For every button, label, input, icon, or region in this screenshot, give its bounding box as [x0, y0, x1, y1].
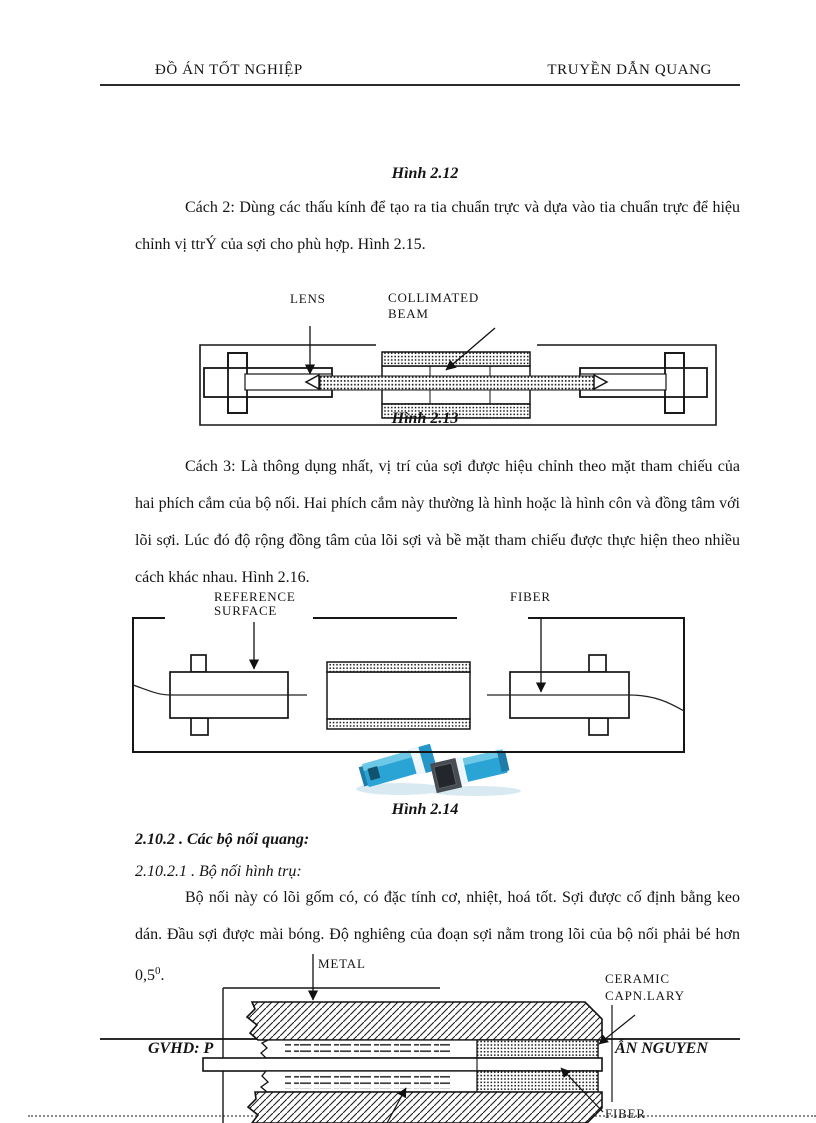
diagram-ferrule-cross-section — [140, 952, 716, 1123]
fiber-label: FIBER — [510, 589, 551, 604]
paragraph-cach-3: Cách 3: Là thông dụng nhất, vị trí của sợi được hiệu chỉnh theo mặt tham chiếu của hai phích cắm của bộ nối. Hai phích cắm này thường là hình hoặc là hình côn và đồng tâm với lõi sợi. Lúc đó độ rộng đồng tâm của lõi sợi và bề mặt tham chiếu được thực hiện theo nhiều cách khác nhau. Hình 2.16. — [135, 458, 740, 586]
heading-2-10-2: 2.10.2 . Các bộ nối quang: — [135, 831, 310, 848]
metal-label: METAL — [318, 956, 366, 971]
paragraph-cach-2: Cách 2: Dùng các thấu kính để tạo ra tia chuẩn trực và dựa vào tia chuẩn trực để hiệu chỉnh vị ttrÝ của sợi cho phù hợp. Hình 2.15. — [135, 199, 740, 253]
collimated-beam-label-line2: BEAM — [388, 306, 429, 321]
paragraph-connector-text: Bộ nối này có lõi gốm có, có đặc tính cơ, nhiệt, hoá tốt. Sợi được cố định bằng keo dán. Đầu sợi được mài bóng. Độ nghiêng của đoạn sợi nằm trong lõi của bộ nối phải bé hơn 0,5 — [135, 889, 740, 984]
figure-caption-2-13: Hình 2.13 — [391, 410, 459, 427]
figure-caption-2-14: Hình 2.14 — [391, 801, 459, 818]
degree-superscript: 0 — [155, 965, 161, 977]
header-rule — [100, 84, 740, 86]
header-right-title: TRUYỀN DẪN QUANG — [547, 62, 712, 78]
diagram-reference-surface — [125, 582, 700, 754]
footer-left-gvhd: GVHD: P — [148, 1040, 214, 1057]
ceramic-label-line2: CAPN.LARY — [605, 988, 685, 1003]
reference-surface-label-line2: SURFACE — [214, 603, 278, 618]
reference-surface-label-line1: REFERENCE — [214, 589, 296, 604]
paragraph-connector-period: . — [160, 967, 165, 984]
figure-caption-2-12: Hình 2.12 — [391, 165, 459, 182]
header-left-title: ĐỒ ÁN TỐT NGHIỆP — [155, 62, 303, 78]
heading-2-10-2-1: 2.10.2.1 . Bộ nối hình trụ: — [135, 863, 302, 880]
collimated-beam-label-line1: COLLIMATED — [388, 290, 480, 305]
ferrule-fiber-label: FIBER — [605, 1106, 646, 1121]
ceramic-label-line1: CERAMIC — [605, 971, 670, 986]
lens-label: LENS — [290, 291, 326, 306]
footer-right-name: ẪN NGUYEN — [615, 1040, 708, 1057]
